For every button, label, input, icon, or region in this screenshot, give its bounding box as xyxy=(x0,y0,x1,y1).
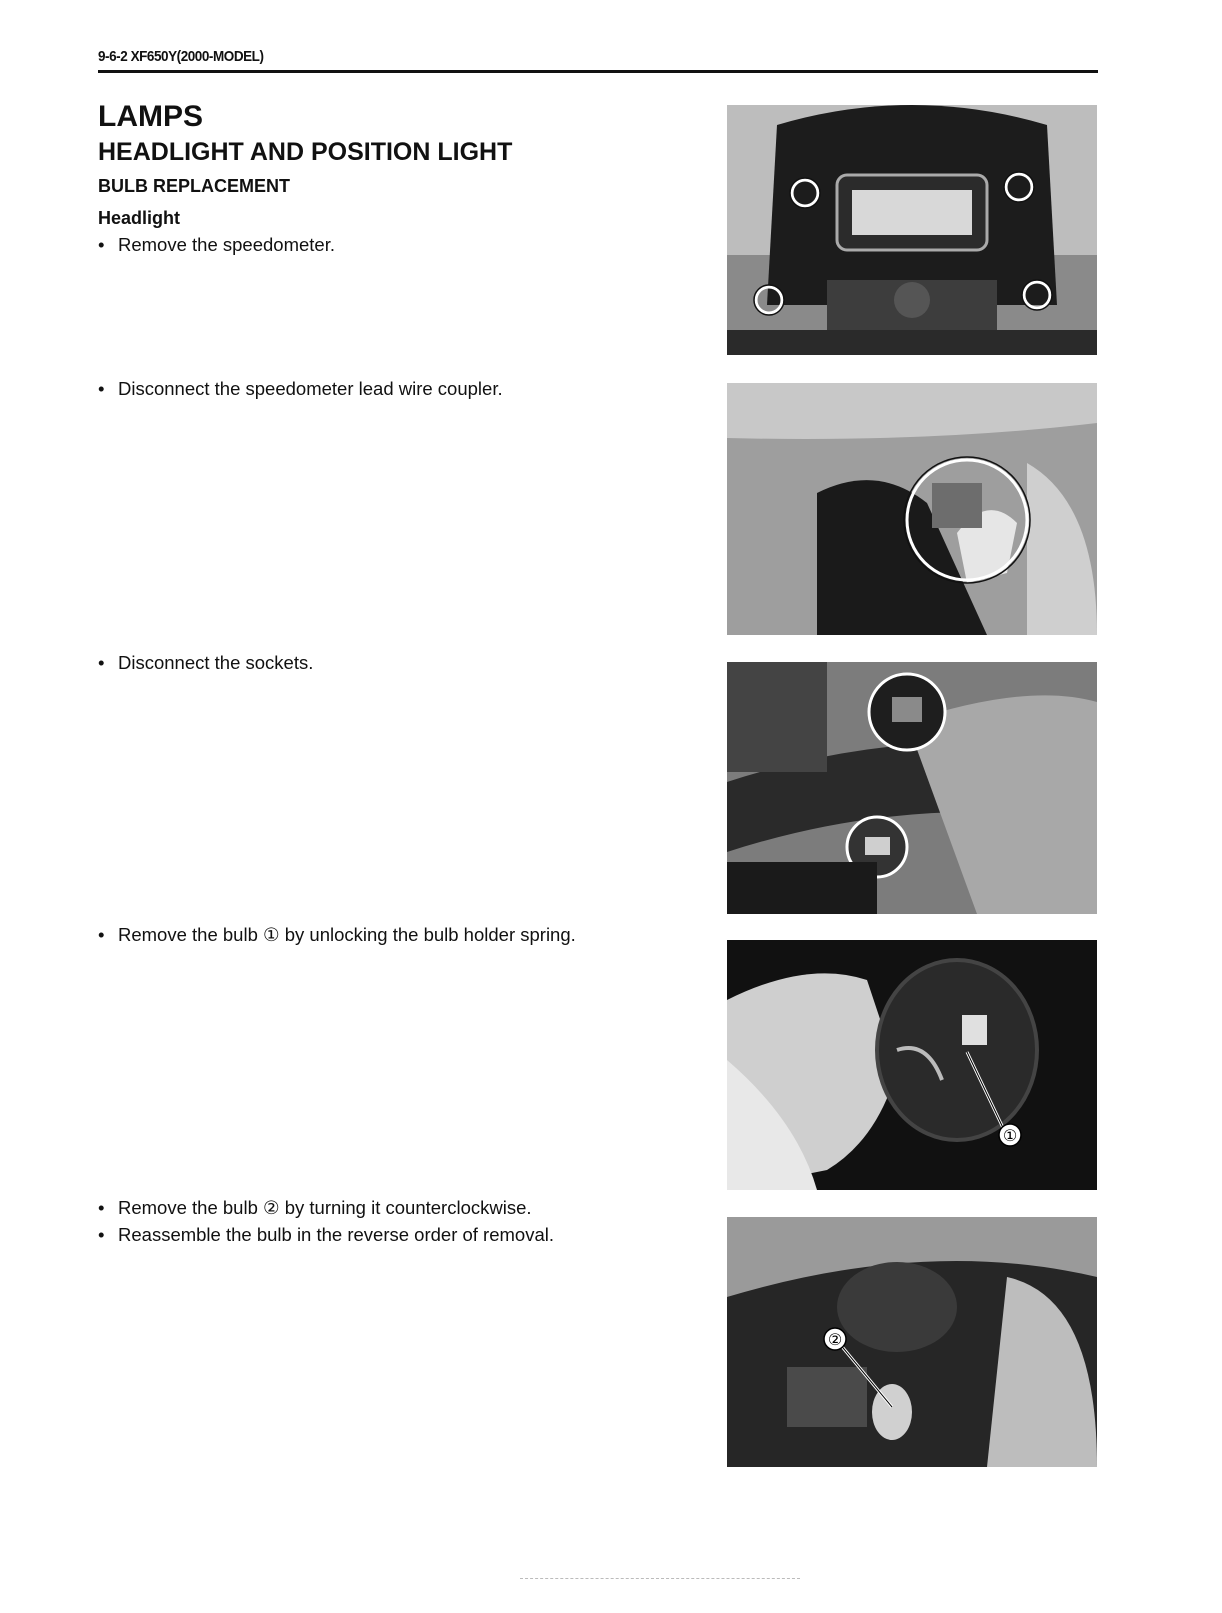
step-text: Remove the bulb ① by unlocking the bulb holder spring. xyxy=(118,924,576,945)
footer-scan-marks xyxy=(520,1578,800,1581)
photo-bulb-2 xyxy=(727,1217,1097,1467)
page-subtitle: HEADLIGHT AND POSITION LIGHT xyxy=(98,138,513,166)
photo-sockets xyxy=(727,662,1097,914)
subsection-heading: Headlight xyxy=(98,208,181,228)
bullet: • xyxy=(98,1197,105,1218)
photo-speedometer xyxy=(727,105,1097,355)
photo-bulb-1 xyxy=(727,940,1097,1190)
step-6 xyxy=(98,1222,554,1248)
bullet: • xyxy=(98,652,105,673)
step-text: Disconnect the speedometer lead wire coupler. xyxy=(118,378,503,399)
step-text: Disconnect the sockets. xyxy=(118,652,314,673)
bullet: • xyxy=(98,234,105,255)
step-text: Remove the bulb ② by turning it counterclockwise. xyxy=(118,1197,532,1218)
bullet: • xyxy=(98,924,105,945)
step-text: Remove the speedometer. xyxy=(118,234,335,255)
page-header-text: 9-6-2 XF650Y(2000-MODEL) xyxy=(98,48,264,65)
step-5 xyxy=(98,1195,532,1221)
callout-1: ① xyxy=(1002,1126,1018,1145)
step-text: Reassemble the bulb in the reverse order of removal. xyxy=(118,1224,554,1245)
step-1 xyxy=(98,232,335,258)
step-4 xyxy=(98,922,576,948)
step-3 xyxy=(98,650,313,676)
bullet: • xyxy=(98,1224,105,1245)
callout-2: ② xyxy=(827,1330,843,1349)
section-heading: BULB REPLACEMENT xyxy=(98,176,290,196)
page-title: LAMPS xyxy=(98,100,203,133)
step-2 xyxy=(98,376,503,402)
page-header xyxy=(98,44,1098,73)
photo-coupler xyxy=(727,383,1097,635)
bullet: • xyxy=(98,378,105,399)
